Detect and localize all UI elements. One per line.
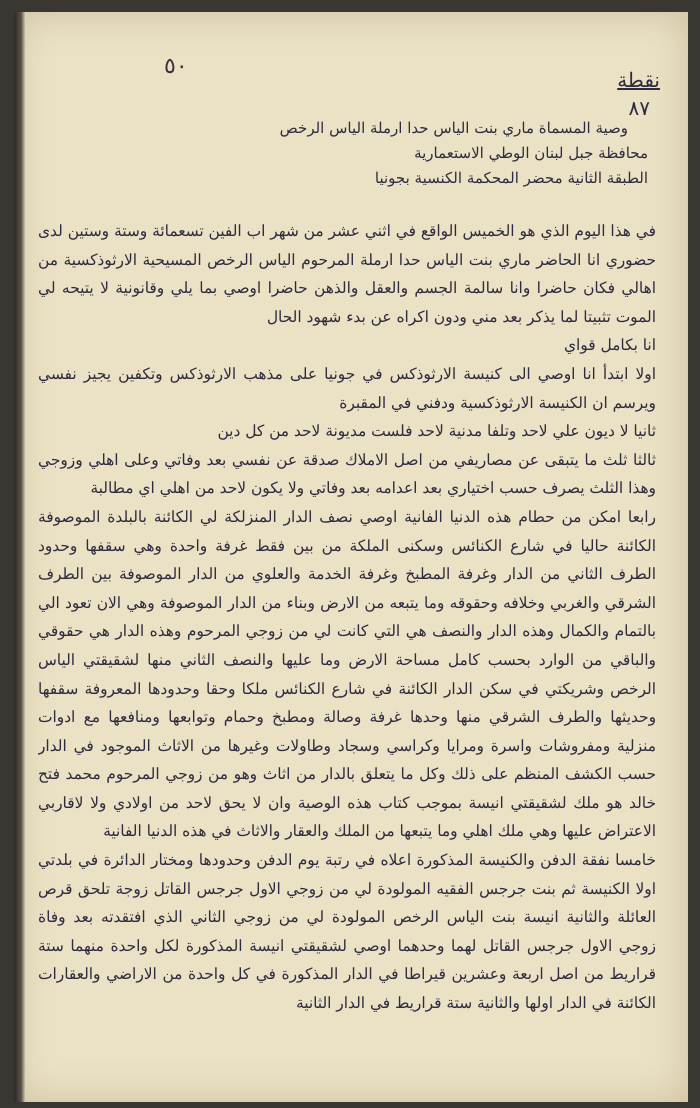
paragraph-fourth-clause: رابعا امكن من حطام هذه الدنيا الفانية اوصي نصف الدار المنزلكة لي الكائنة بالبلدة الموصوفة الكائنة حاليا في شارع الكنائس وسكنى الملكة من بين فقط غرفة واحدة وهي سقفها وحدود الطرف الثاني من الدار وغرفة المطبخ وغرفة الخدمة والعلوي من الدار الموصوفة بين الطرف الشرقي والغربي وخلافه وحقوقه وما يتبعه من الارض وبناء من الدار الموصوفة وهي الان تعود الي بالتمام والكمال وهذه الدار والنصف هي التي كانت لي من زوجي المرحوم وهذه الدار هي حقوقي والباقي من الوارد بحسب كامل مساحة الارض وما عليها والنصف الثاني منها لشقيقتي الياس الرخص وشريكتي في سكن الدار الكائنة في شارع الكنائس ملكا وحقا وحدودها المعروفة سقفها وحديثها والطرف الشرقي منها وحدها غرفة وصالة ومطبخ وحمام وتوابعها ومنافعها مع ادوات منزلية ومفروشات واسرة ومرايا وكراسي وسجاد وطاولات وغيرها من الاثاث الموجود في الدار حسب الكشف المنظم على ذلك وكل ما يتعلق بالدار من اثاث وهو من زوجي المرحوم محمد فتح خالد هو ملك لشقيقتي انيسة بموجب كتاب هذه الوصية وان لا يحق لاحد من اولادي ولا لاقاربي الاعتراض عليها وهي ملك اهلي وما يتبعها من الملك والعقار والاثاث في هذه الدنيا الفانية [38, 507, 656, 841]
corner-number: ٨٧ [628, 96, 650, 120]
page-number: ٥٠ [164, 54, 188, 79]
paragraph-first-clause: اولا ابتدأ انا اوصي الى كنيسة الارثوذكس في جونيا على مذهب الارثوذكس وتكفين يجيز نفسي ويرسم ان الكنيسة الارثوذكسية ودفني في المقبرة [38, 364, 656, 412]
paragraph-third-clause: ثالثا ثلث ما يتبقى عن مصاريفي من اصل الاملاك صدقة عن نفسي بعد وفاتي وعلى اهلي وزوجي وهذا الثلث يصرف حسب اختياري بعد اعدامه بعد وفاتي ولا يكون لاحد من اهلي اي مطالبة [38, 450, 656, 498]
manuscript-page [14, 12, 688, 1102]
paragraph-capacity: انا بكامل قواي [563, 336, 656, 355]
paragraph-second-clause: ثانيا لا ديون علي لاحد وتلفا مدنية لاحد فلست مديونة لاحد من كل دين [217, 422, 656, 441]
paragraph-preamble: في هذا اليوم الذي هو الخميس الواقع في اثني عشر من شهر اب الفين تسعمائة وستة وستين لدى حضوري انا الحاضر ماري بنت الياس حدا ارملة المرحوم الياس الرخص المسيحية الارثوذكسية من اهالي فكان حاضرا وانا سالمة الجسم والعقل والذهن حاضرا اوصي بما يلي وقانونية لا يتيحه لي الموت تثبيتا لما يذكر بعد مني ودون اكراه عن بدء شهود الحال [38, 222, 656, 326]
heading-line-1: وصية المسماة ماري بنت الياس حدا ارملة الياس الرخص [279, 119, 628, 137]
will-body [38, 217, 656, 1077]
paragraph-fifth-clause: خامسا نفقة الدفن والكنيسة المذكورة اعلاه في رتبة يوم الدفن وحدودها ومختار الدائرة في بلدتي اولا الكنيسة ثم بنت جرجس الفقيه المولودة لي من زوجي الاول جرجس القاتل زوجة تلحق قرص العائلة والثانية انيسة بنت الياس الرخص المولودة لي من زوجي الثاني الذي افتقدته بعد وفاة زوجي الاول جرجس القاتل لهما وحدهما اوصي لشقيقتي انيسة المذكورة لكل واحدة منهما ستة قراريط من اصل اربعة وعشرين قيراطا في الدار المذكورة في كل واحدة من الاراضي والعقارات الكائنة في الدار اولها والثانية ستة قراريط في الدار الثانية [38, 851, 656, 1013]
corner-note: نقطة [617, 68, 660, 92]
heading-line-3: الطبقة الثانية محضر المحكمة الكنسية بجونيا [374, 169, 648, 187]
book-binding [14, 12, 26, 1102]
heading-line-2: محافظة جبل لبنان الوطي الاستعمارية [414, 144, 648, 162]
document-heading [48, 116, 648, 191]
